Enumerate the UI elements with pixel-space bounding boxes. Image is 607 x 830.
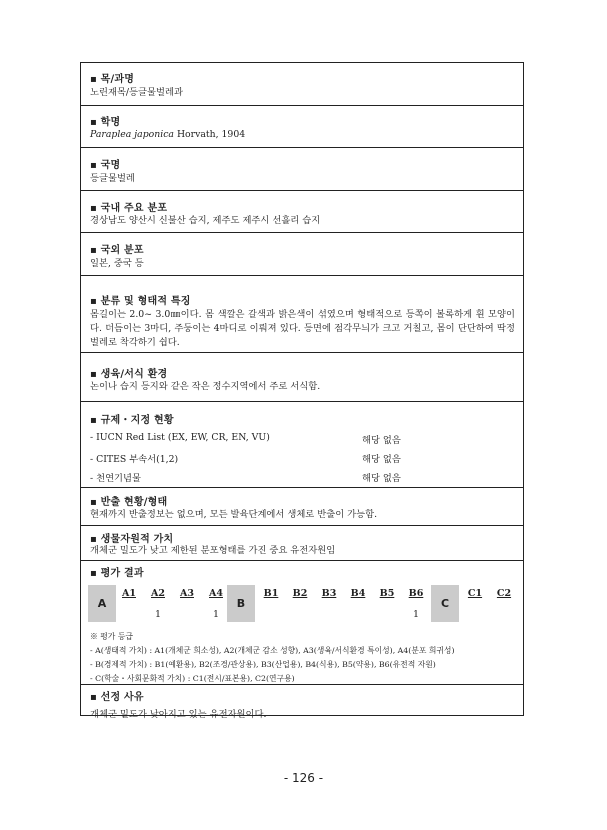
morphology-heading: ▪ 분류 및 형태적 특징 — [90, 296, 191, 307]
code-a3: A3 — [180, 588, 194, 599]
value-a2: 1 — [154, 609, 162, 620]
bio-value-text: 개체군 밀도가 낮고 제한된 분포형태를 가진 중요 유전자원임 — [90, 545, 336, 556]
order-family-section — [81, 63, 523, 106]
regulation-row-cites — [90, 451, 401, 465]
code-a4: A4 — [209, 588, 223, 599]
foreign-distribution-heading: ▪ 국외 분포 — [90, 245, 144, 256]
code-a2: A2 — [151, 588, 165, 599]
bio-value-section — [81, 526, 523, 561]
habitat-section — [81, 353, 523, 402]
code-b3: B3 — [321, 588, 337, 599]
group-c-box: C — [431, 585, 459, 622]
scientific-name-text — [90, 128, 515, 142]
order-family-text: 노린재목/등글물벌레과 — [90, 87, 183, 98]
evaluation-note-a: - A(생태적 가치) : A1(개체군 희소성), A2(개체군 감소 성향), A3(생육/서식환경 특이성), A4(분포 희귀성) — [90, 646, 455, 655]
code-b1: B1 — [263, 588, 279, 599]
order-family-heading: ▪ 목/과명 — [90, 74, 135, 85]
domestic-distribution-heading: ▪ 국내 주요 분포 — [90, 203, 168, 214]
code-b5: B5 — [379, 588, 395, 599]
code-b6: B6 — [408, 588, 424, 599]
evaluation-note-title: ※ 평가 등급 — [90, 632, 133, 641]
export-section — [81, 488, 523, 526]
export-heading: ▪ 반출 현황/형태 — [90, 497, 168, 508]
evaluation-note-b: - B(경제적 가치) : B1(예환용), B2(조경/관상용), B3(산업용), B4(식용), B5(약용), B6(유전적 자원) — [90, 660, 436, 669]
morphology-text: 몸길이는 2.0~ 3.0㎜이다. 몸 색깔은 갈색과 밝은색이 섞였으며 형태적으로 등쪽이 볼록하게 휜 모양이다. 더듬이는 3마디, 주둥이는 4마디로 이뤄져 있다. 등면에 점각무늬가 크고 거칠고, 몸이 단단하여 딱정벌레로 착각하기 쉽다. — [90, 309, 515, 348]
regulation-row-monument — [90, 470, 401, 484]
selection-reason-text: 개체군 밀도가 낮아지고 있는 유전자원이다. — [90, 709, 267, 720]
regulation-section — [81, 402, 523, 488]
korean-name-heading: ▪ 국명 — [90, 160, 121, 171]
regulation-value: 해당 없음 — [362, 454, 401, 465]
regulation-label: - IUCN Red List (EX, EW, CR, EN, VU) — [90, 432, 270, 443]
code-c2: C2 — [496, 588, 512, 599]
evaluation-heading: ▪ 평가 결과 — [90, 568, 144, 579]
domestic-distribution-text: 경상남도 양산시 신불산 습지, 제주도 제주시 선흘리 습지 — [90, 215, 321, 226]
value-b6: 1 — [412, 609, 420, 620]
korean-name-text: 등글물벌레 — [90, 173, 135, 184]
morphology-section — [81, 276, 523, 353]
regulation-label: - 천연기념물 — [90, 473, 142, 484]
regulation-value: 해당 없음 — [362, 435, 401, 446]
regulation-value: 해당 없음 — [362, 473, 401, 484]
evaluation-note-c: - C(학술・사회문화적 가치) : C1(전시/표본용), C2(연구용) — [90, 674, 295, 683]
scientific-name-section — [81, 106, 523, 148]
foreign-distribution-text: 일본, 중국 등 — [90, 258, 144, 269]
regulation-row-iucn — [90, 432, 401, 446]
code-b2: B2 — [292, 588, 308, 599]
author-year: Horvath, 1904 — [173, 129, 246, 140]
scientific-name-heading: ▪ 학명 — [90, 117, 121, 128]
code-a1: A1 — [122, 588, 136, 599]
foreign-distribution-section — [81, 233, 523, 276]
page-number: - 126 - — [283, 771, 324, 785]
selection-reason-section — [81, 685, 523, 720]
bio-value-heading: ▪ 생물자원적 가치 — [90, 534, 174, 545]
habitat-text: 논이나 습지 등지와 같은 작은 정수지역에서 주로 서식함. — [90, 381, 321, 392]
genus-species: Paraplea japonica — [90, 129, 174, 140]
korean-name-section — [81, 148, 523, 191]
regulation-heading: ▪ 규제・지정 현황 — [90, 415, 174, 426]
habitat-heading: ▪ 생육/서식 환경 — [90, 369, 168, 380]
regulation-label: - CITES 부속서(1,2) — [90, 454, 179, 465]
group-a-box: A — [88, 585, 116, 622]
selection-reason-heading: ▪ 선정 사유 — [90, 692, 144, 703]
group-b-box: B — [227, 585, 255, 622]
species-info-table — [80, 62, 524, 720]
export-text: 현재까지 반출정보는 없으며, 모든 발육단계에서 생체로 반출이 가능함. — [90, 509, 378, 520]
evaluation-section — [81, 561, 523, 685]
code-b4: B4 — [350, 588, 366, 599]
value-a4: 1 — [212, 609, 220, 620]
code-c1: C1 — [467, 588, 483, 599]
domestic-distribution-section — [81, 191, 523, 233]
